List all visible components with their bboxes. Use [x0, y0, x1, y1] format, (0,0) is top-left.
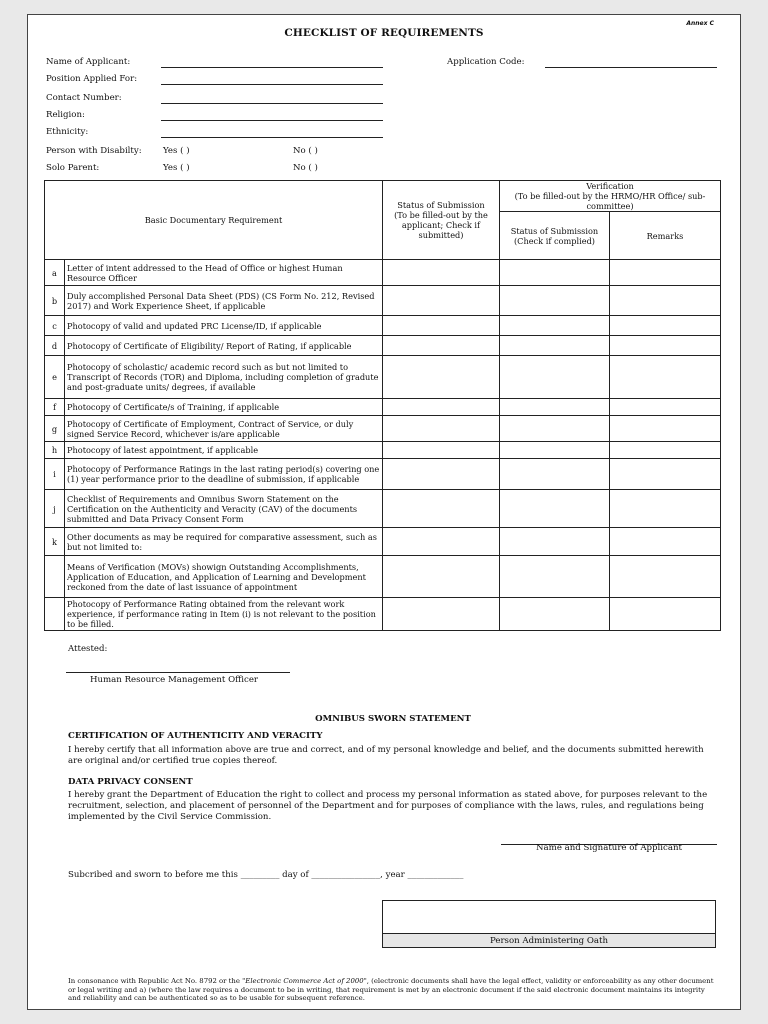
- row-applicant-status[interactable]: [383, 399, 500, 416]
- pwd-label: Person with Disabilty:: [46, 146, 142, 156]
- footer-post: , (electronic documents shall have the legal effect, validity or enforceability as any other document or legal writing and a) (where the law requires a document to be in writing, that requirement is met by an electronic document if the said electronic document maintains its integrity and reliability and can be authenticated so as to be usable for subsequent reference.: [68, 977, 714, 1002]
- signature-label: Name and Signature of Applicant: [536, 843, 682, 853]
- row-letter: b: [45, 286, 65, 316]
- row-requirement: Photocopy of Performance Ratings in the last rating period(s) covering one (1) year performance prior to the deadline of submission, if applicable: [65, 459, 383, 490]
- row-remarks[interactable]: [610, 598, 721, 631]
- row-remarks[interactable]: [610, 260, 721, 286]
- solo-parent-label: Solo Parent:: [46, 163, 100, 173]
- table-row: [45, 442, 721, 459]
- row-remarks[interactable]: [610, 528, 721, 556]
- table-row: [45, 286, 721, 316]
- row-applicant-status[interactable]: [383, 336, 500, 356]
- hrmo-label: Human Resource Management Officer: [90, 675, 259, 685]
- row-requirement: Checklist of Requirements and Omnibus Sworn Statement on the Certification on the Authenticity and Veracity (CAV) of the documents submitted and Data Privacy Consent Form: [65, 490, 383, 528]
- row-requirement: Means of Verification (MOVs) showign Outstanding Accomplishments, Application of Education, and Application of Learning and Development reckoned from the date of last issuance of appointment: [65, 556, 383, 598]
- row-requirement: Photocopy of Certificate of Eligibility/ Report of Rating, if applicable: [65, 336, 383, 356]
- footer-note: [68, 977, 718, 1003]
- row-applicant-status[interactable]: [383, 260, 500, 286]
- sworn-line: Subcribed and sworn to before me this _________ day of ________________, year _____________: [68, 870, 464, 880]
- checklist-page: [27, 14, 741, 1010]
- row-verification-status[interactable]: [500, 598, 610, 631]
- row-applicant-status[interactable]: [383, 556, 500, 598]
- row-remarks[interactable]: [610, 316, 721, 336]
- row-letter: k: [45, 528, 65, 556]
- application-code-label: Application Code:: [447, 57, 525, 67]
- row-applicant-status[interactable]: [383, 528, 500, 556]
- name-label: Name of Applicant:: [46, 57, 131, 67]
- requirements-table: [44, 180, 721, 631]
- col-status-title: Status of Submission: [397, 200, 485, 210]
- row-applicant-status[interactable]: [383, 459, 500, 490]
- row-letter: g: [45, 416, 65, 442]
- footer-pre: In consonance with Republic Act No. 8792 or the: [68, 977, 243, 985]
- position-field[interactable]: [161, 84, 383, 85]
- row-verification-status[interactable]: [500, 556, 610, 598]
- row-verification-status[interactable]: [500, 286, 610, 316]
- annex-label: Annex C: [686, 20, 714, 27]
- row-applicant-status[interactable]: [383, 598, 500, 631]
- row-requirement: Photocopy of Performance Rating obtained from the relevant work experience, if performance rating in Item (i) is not relevant to the position to be filled.: [65, 598, 383, 631]
- row-letter: j: [45, 490, 65, 528]
- row-applicant-status[interactable]: [383, 316, 500, 336]
- table-row: [45, 598, 721, 631]
- row-applicant-status[interactable]: [383, 442, 500, 459]
- row-remarks[interactable]: [610, 556, 721, 598]
- table-row: [45, 260, 721, 286]
- religion-field[interactable]: [161, 120, 383, 121]
- cav-title: CERTIFICATION OF AUTHENTICITY AND VERACITY: [68, 731, 323, 741]
- contact-label: Contact Number:: [46, 93, 122, 103]
- row-verification-status[interactable]: [500, 442, 610, 459]
- attested-label: Attested:: [68, 644, 108, 654]
- row-verification-status[interactable]: [500, 399, 610, 416]
- col-verification-header: [500, 181, 721, 212]
- dpc-title: DATA PRIVACY CONSENT: [68, 777, 193, 787]
- contact-field[interactable]: [161, 103, 383, 104]
- col-ver-status-header: [500, 212, 610, 260]
- row-letter: h: [45, 442, 65, 459]
- col-verification-title: Verification: [586, 181, 634, 191]
- solo-parent-no[interactable]: No ( ): [293, 163, 318, 173]
- row-verification-status[interactable]: [500, 459, 610, 490]
- table-row: [45, 528, 721, 556]
- row-verification-status[interactable]: [500, 260, 610, 286]
- row-letter: f: [45, 399, 65, 416]
- row-letter: i: [45, 459, 65, 490]
- row-requirement: Other documents as may be required for comparative assessment, such as but not limited to:: [65, 528, 383, 556]
- table-row: [45, 490, 721, 528]
- row-verification-status[interactable]: [500, 416, 610, 442]
- application-code-field[interactable]: [545, 67, 717, 68]
- footer-act: "Electronic Commerce Act of 2000": [242, 977, 367, 985]
- table-row: [45, 316, 721, 336]
- row-remarks[interactable]: [610, 399, 721, 416]
- col-ver-status-note: (Check if complied): [513, 235, 595, 246]
- page-title: CHECKLIST OF REQUIREMENTS: [284, 27, 484, 39]
- col-status-header: [383, 181, 500, 260]
- row-letter: c: [45, 316, 65, 336]
- table-row: [45, 556, 721, 598]
- solo-parent-yes[interactable]: Yes ( ): [163, 163, 190, 173]
- row-requirement: Photocopy of valid and updated PRC License/ID, if applicable: [65, 316, 383, 336]
- table-row: [45, 459, 721, 490]
- table-row: [45, 399, 721, 416]
- row-requirement: Duly accomplished Personal Data Sheet (PDS) (CS Form No. 212, Revised 2017) and Work Experience Sheet, if applicable: [65, 286, 383, 316]
- ethnicity-label: Ethnicity:: [46, 127, 89, 137]
- ethnicity-field[interactable]: [161, 137, 383, 138]
- row-letter: a: [45, 260, 65, 286]
- cav-text: I hereby certify that all information above are true and correct, and of my personal knowledge and belief, and the documents submitted herewith are original and/or certified true copies thereof.: [68, 745, 704, 766]
- col-remarks-header: Remarks: [610, 212, 721, 260]
- dpc-text: I hereby grant the Department of Education the right to collect and process my personal information as stated above, for purposes relevant to the recruitment, selection, and placement of personnel of the Department and for purposes of compliance with the laws, rules, and regulations being implemented by the Civil Service Commission.: [68, 790, 708, 822]
- row-verification-status[interactable]: [500, 528, 610, 556]
- row-verification-status[interactable]: [500, 336, 610, 356]
- oath-box[interactable]: [382, 900, 716, 948]
- row-letter: [45, 598, 65, 631]
- position-label: Position Applied For:: [46, 74, 138, 84]
- row-requirement: Photocopy of Certificate of Employment, Contract of Service, or duly signed Service Record, whichever is/are applicable: [65, 416, 383, 442]
- row-applicant-status[interactable]: [383, 286, 500, 316]
- col-verification-note: (To be filled-out by the HRMO/HR Office/ sub-committee): [514, 191, 706, 211]
- table-row: [45, 416, 721, 442]
- row-applicant-status[interactable]: [383, 416, 500, 442]
- oath-label: Person Administering Oath: [489, 936, 609, 946]
- row-remarks[interactable]: [610, 286, 721, 316]
- row-remarks[interactable]: [610, 416, 721, 442]
- row-remarks[interactable]: [610, 490, 721, 528]
- row-verification-status[interactable]: [500, 316, 610, 336]
- pwd-no[interactable]: No ( ): [293, 146, 318, 156]
- row-letter: [45, 556, 65, 598]
- name-field[interactable]: [161, 67, 383, 68]
- pwd-yes[interactable]: Yes ( ): [163, 146, 190, 156]
- table-row: [45, 356, 721, 399]
- col-status-note: (To be filled-out by the applicant; Check if submitted): [394, 210, 488, 240]
- row-applicant-status[interactable]: [383, 356, 500, 399]
- table-row: [45, 336, 721, 356]
- col-requirement-header: Basic Documentary Requirement: [45, 181, 383, 260]
- row-requirement: Letter of intent addressed to the Head of Office or highest Human Resource Officer: [65, 260, 383, 286]
- row-requirement: Photocopy of latest appointment, if applicable: [65, 442, 383, 459]
- col-ver-status-title: Status of Submission: [510, 225, 599, 236]
- row-verification-status[interactable]: [500, 356, 610, 399]
- row-remarks[interactable]: [610, 442, 721, 459]
- row-verification-status[interactable]: [500, 490, 610, 528]
- religion-label: Religion:: [46, 110, 85, 120]
- row-remarks[interactable]: [610, 356, 721, 399]
- row-remarks[interactable]: [610, 336, 721, 356]
- row-remarks[interactable]: [610, 459, 721, 490]
- row-applicant-status[interactable]: [383, 490, 500, 528]
- row-letter: e: [45, 356, 65, 399]
- hrmo-signature-line[interactable]: [66, 672, 290, 673]
- row-requirement: Photocopy of Certificate/s of Training, if applicable: [65, 399, 383, 416]
- oss-title: OMNIBUS SWORN STATEMENT: [315, 714, 471, 724]
- row-requirement: Photocopy of scholastic/ academic record such as but not limited to Transcript of Records (TOR) and Diploma, including completion of gradute and post-graduate units/ degrees, if available: [65, 356, 383, 399]
- requirements-body: [45, 260, 721, 631]
- row-letter: d: [45, 336, 65, 356]
